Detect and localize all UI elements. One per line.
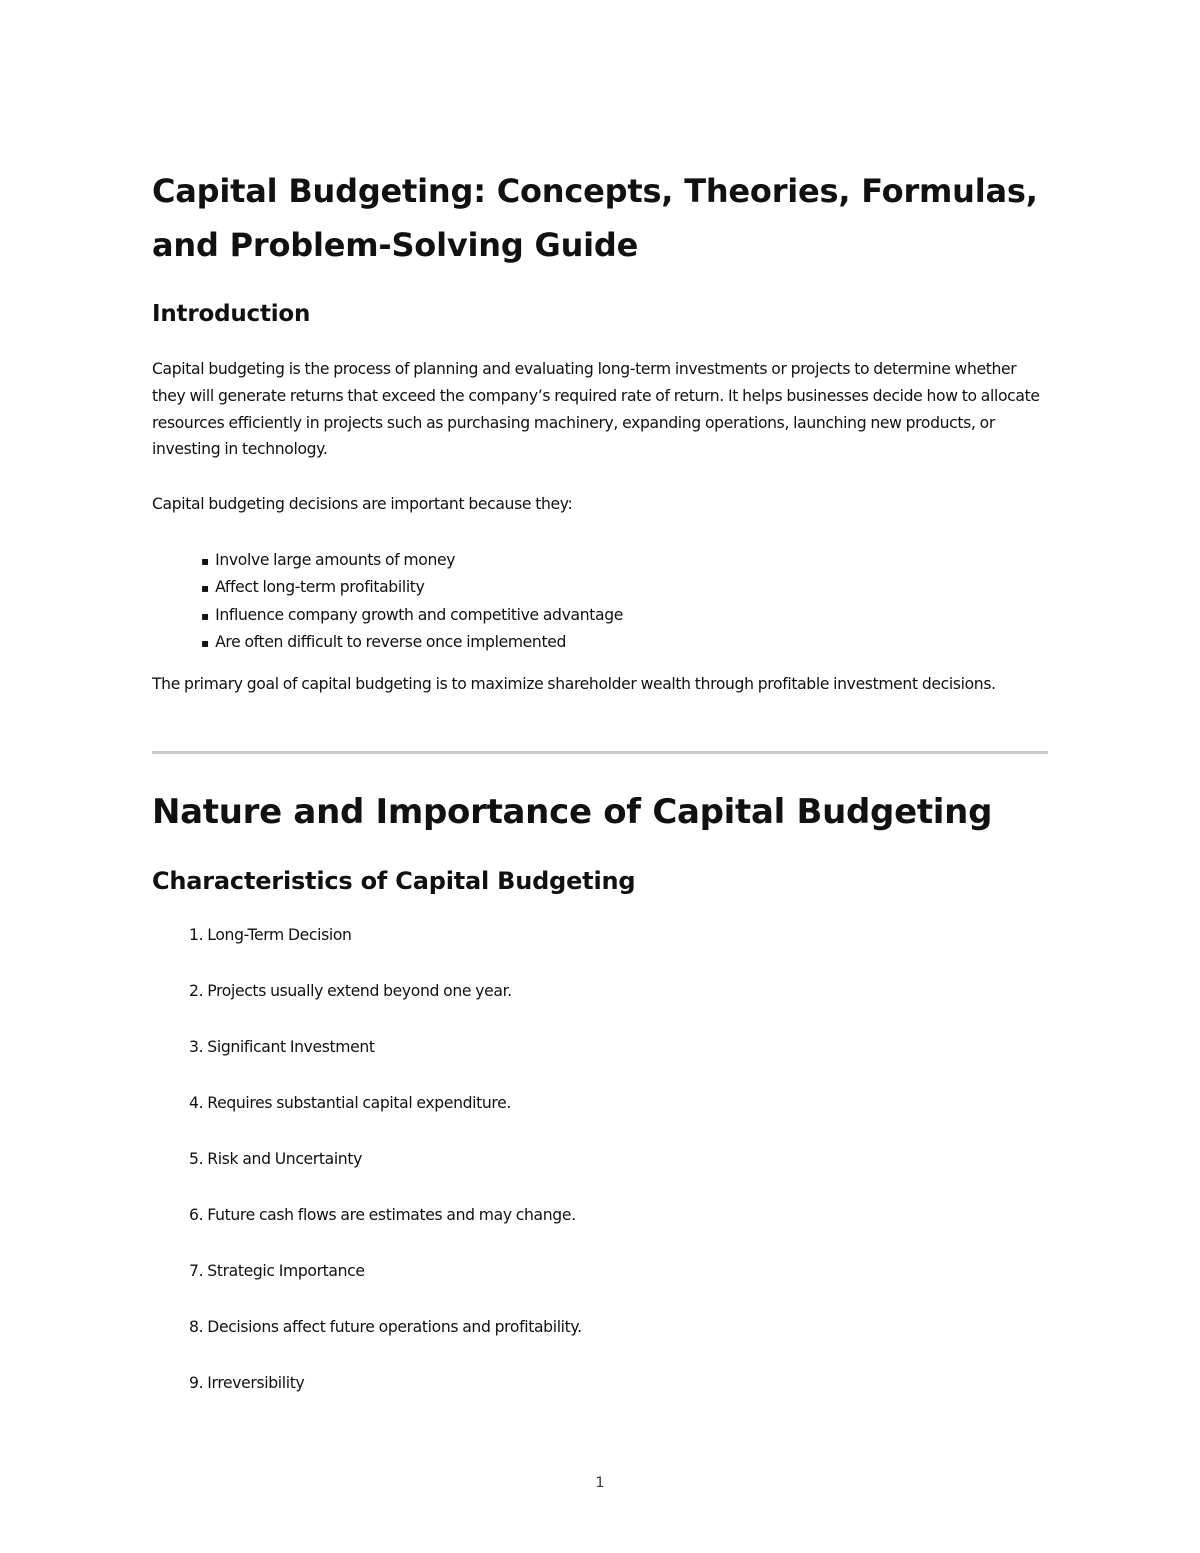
characteristics-list (189, 922, 582, 1426)
list-item (189, 1370, 582, 1426)
list-item: ▪ Are often difficult to reverse once implemented (201, 629, 623, 656)
bullet-icon: ▪ (201, 581, 209, 596)
list-item-text: Risk and Uncertainty (207, 1150, 362, 1168)
list-item: ▪ Influence company growth and competitive advantage (201, 602, 623, 629)
list-item-text: Requires substantial capital expenditure. (207, 1094, 511, 1112)
page-number: 1 (595, 1475, 605, 1491)
document-title: Capital Budgeting: Concepts, Theories, Formulas, and Problem-Solving Guide (152, 172, 1038, 264)
list-number: 2. (189, 982, 204, 1000)
list-item (189, 1202, 582, 1258)
importance-bullet-list (201, 547, 623, 656)
list-item: ▪ Affect long-term profitability (201, 574, 623, 601)
bullet-icon: ▪ (201, 635, 209, 650)
list-item (189, 922, 582, 978)
list-item (189, 1258, 582, 1314)
list-item-text: Decisions affect future operations and profitability. (207, 1318, 582, 1336)
list-item (189, 1146, 582, 1202)
section-divider (152, 751, 1048, 754)
introduction-paragraph: Capital budgeting is the process of planning and evaluating long-term investments or projects to determine whether they will generate returns that exceed the company’s required rate of return. It helps businesses decide how to allocate resources efficiently in projects such as purchasing machinery, expanding operations, launching new products, or investing in technology. (152, 360, 1040, 459)
list-item-text: Projects usually extend beyond one year. (207, 982, 512, 1000)
bullet-icon: ▪ (201, 554, 209, 568)
list-number: 9. (189, 1374, 204, 1392)
list-item-text: Irreversibility (207, 1374, 305, 1392)
goal-paragraph: The primary goal of capital budgeting is to maximize shareholder wealth through profitable investment decisions. (152, 675, 996, 693)
list-number: 6. (189, 1206, 204, 1224)
introduction-heading: Introduction (152, 301, 311, 327)
list-item (189, 1034, 582, 1090)
list-item-text: Future cash flows are estimates and may change. (207, 1206, 576, 1224)
list-number: 8. (189, 1318, 204, 1336)
list-number: 5. (189, 1150, 204, 1168)
list-number: 7. (189, 1262, 204, 1280)
list-item (189, 1090, 582, 1146)
list-item (189, 978, 582, 1034)
list-item-text: Significant Investment (207, 1038, 375, 1056)
list-item (189, 1314, 582, 1370)
list-item-text: Long-Term Decision (207, 926, 352, 944)
list-item: ▪ Involve large amounts of money (201, 547, 623, 574)
list-number: 3. (189, 1038, 204, 1056)
characteristics-heading: Characteristics of Capital Budgeting (152, 867, 636, 895)
importance-lead-paragraph: Capital budgeting decisions are important because they: (152, 495, 573, 513)
list-item-text: Strategic Importance (207, 1262, 365, 1280)
list-number: 1. (189, 926, 204, 944)
bullet-icon: ▪ (201, 608, 209, 623)
nature-section-heading: Nature and Importance of Capital Budgeting (152, 792, 993, 832)
list-number: 4. (189, 1094, 204, 1112)
